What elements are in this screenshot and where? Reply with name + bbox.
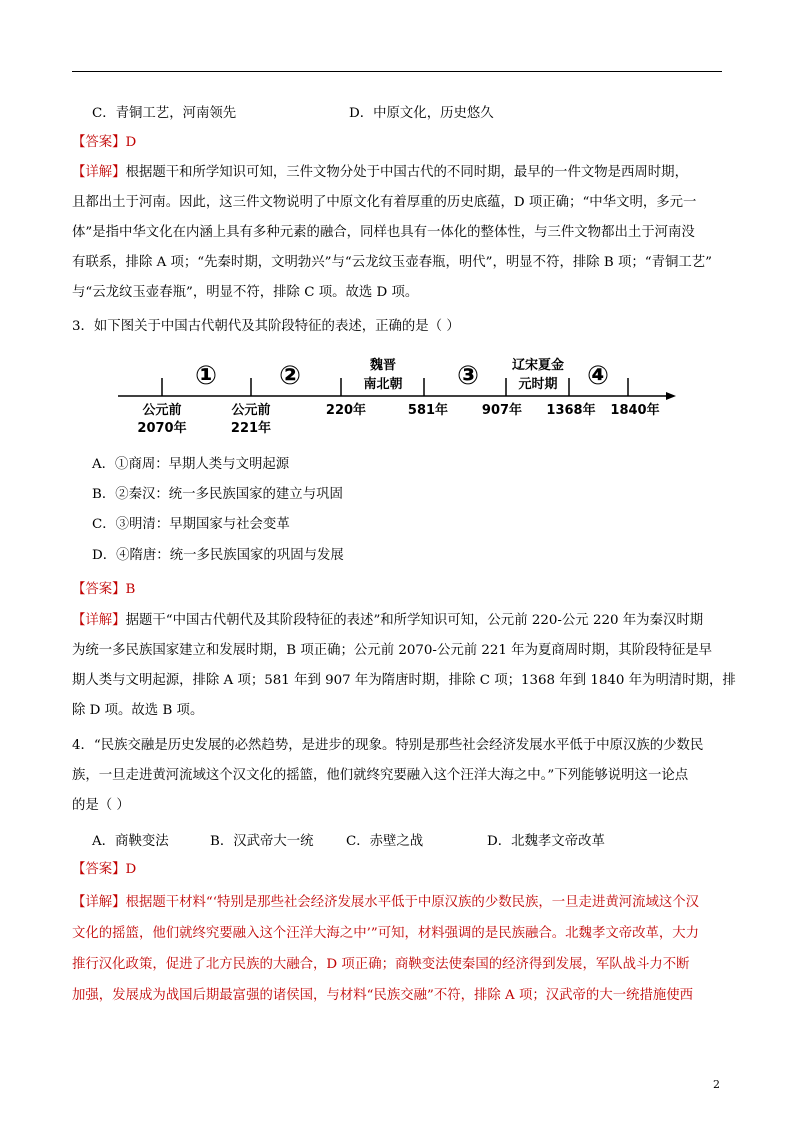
tick-label: 1840年 xyxy=(610,403,660,418)
tick-label: 220年 xyxy=(325,403,367,418)
q2-answer: 【答案】D xyxy=(72,135,137,150)
timeline-arrow-icon xyxy=(666,392,676,400)
segment-nan-bei-chao: 南北朝 xyxy=(363,377,403,392)
tick-label: 公元前 xyxy=(231,403,271,418)
tick-label: 公元前 xyxy=(142,403,182,418)
q3-detail-line-4: 除 D 项。故选 B 项。 xyxy=(72,703,204,718)
q4-detail-line-2: 文化的摇篮，他们就终究要融入这个汪洋大海之中’”可知，材料强调的是民族融合。北魏孝文帝改革，大力 xyxy=(72,926,700,941)
q4-option-a: A．商鞅变法 xyxy=(92,834,169,849)
q3-option-c: C．③明清：早期国家与社会变革 xyxy=(92,517,290,532)
page-number: 2 xyxy=(713,1078,720,1091)
segment-4: ④ xyxy=(586,361,610,391)
q4-option-b: B．汉武帝大一统 xyxy=(210,834,314,849)
segment-1: ① xyxy=(194,361,218,391)
q2-detail-line-2: 且都出土于河南。因此，这三件文物说明了中原文化有着厚重的历史底蕴，D 项正确；“中华文明，多元一 xyxy=(72,195,697,210)
q2-detail-line-5: 与“云龙纹玉壶春瓶”，明显不符，排除 C 项。故选 D 项。 xyxy=(72,285,419,300)
q4-detail-line-3: 推行汉化政策，促进了北方民族的大融合，D 项正确；商鞅变法使秦国的经济得到发展，军队战斗力不断 xyxy=(72,957,690,972)
q2-option-c: C．青铜工艺，河南领先 xyxy=(92,106,237,121)
q4-option-d: D．北魏孝文帝改革 xyxy=(487,834,605,849)
tick-label: 581年 xyxy=(407,403,449,418)
q3-detail-line-2: 为统一多民族国家建立和发展时期，B 项正确；公元前 2070-公元前 221 年为夏商周时期，其阶段特征是早 xyxy=(72,643,713,658)
detail-label: 【详解】 xyxy=(72,895,126,910)
q3-answer: 【答案】B xyxy=(72,582,136,597)
q2-detail-line-4: 有联系，排除 A 项；“先秦时期，文明勃兴”与“云龙纹玉壶春瓶，明代”，明显不符，排除 B 项；“青铜工艺” xyxy=(72,255,713,270)
q4-stem-line-1: 4．“民族交融是历史发展的必然趋势，是进步的现象。特别是那些社会经济发展水平低于中原汉族的少数民 xyxy=(72,738,704,753)
q4-answer: 【答案】D xyxy=(72,862,137,877)
timeline-figure xyxy=(118,352,678,442)
q3-detail-line-1: 【详解】据题干“中国古代朝代及其阶段特征的表述”和所学知识可知，公元前 220-公元 220 年为秦汉时期 xyxy=(72,613,704,628)
q3-option-d: D．④隋唐：统一多民族国家的巩固与发展 xyxy=(92,548,344,563)
tick-label: 2070年 xyxy=(137,421,187,436)
detail-label: 【详解】 xyxy=(72,165,126,180)
q3-detail-line-3: 期人类与文明起源，排除 A 项；581 年到 907 年为隋唐时期，排除 C 项；1368 年到 1840 年为明清时期，排 xyxy=(72,673,736,688)
q4-option-c: C．赤壁之战 xyxy=(346,834,424,849)
header-rule xyxy=(72,71,722,72)
tick-label: 221年 xyxy=(230,421,272,436)
q2-detail-line-3: 体”是指中华文化在内涵上具有多种元素的融合，同样也具有一体化的整体性，与三件文物都出土于河南没 xyxy=(72,225,695,240)
segment-3: ③ xyxy=(456,361,480,391)
segment-liao-song: 辽宋夏金 xyxy=(511,358,565,373)
q3-option-a: A．①商周：早期人类与文明起源 xyxy=(92,457,290,472)
segment-yuan: 元时期 xyxy=(518,377,558,392)
tick-label: 907年 xyxy=(481,403,523,418)
q2-detail-line-1: 【详解】根据题干和所学知识可知，三件文物分处于中国古代的不同时期，最早的一件文物是西周时期， xyxy=(72,165,688,180)
q2-option-d: D．中原文化，历史悠久 xyxy=(349,106,494,121)
q4-detail-line-4: 加强，发展成为战国后期最富强的诸侯国，与材料“民族交融”不符，排除 A 项；汉武帝的大一统措施使西 xyxy=(72,988,694,1003)
q4-stem-line-2: 族，一旦走进黄河流域这个汉文化的摇篮，他们就终究要融入这个汪洋大海之中。”下列能够说明这一论点 xyxy=(72,768,689,783)
q3-stem: 3．如下图关于中国古代朝代及其阶段特征的表述，正确的是（ ） xyxy=(72,319,460,334)
q3-option-b: B．②秦汉：统一多民族国家的建立与巩固 xyxy=(92,487,343,502)
q4-stem-line-3: 的是（ ） xyxy=(72,798,130,813)
detail-label: 【详解】 xyxy=(72,613,126,628)
segment-wei-jin: 魏晋 xyxy=(369,358,397,373)
tick-label: 1368年 xyxy=(546,403,596,418)
q4-detail-line-1: 【详解】根据题干材料“‘特别是那些社会经济发展水平低于中原汉族的少数民族，一旦走进黄河流域这个汉 xyxy=(72,895,700,910)
segment-2: ② xyxy=(278,361,302,391)
